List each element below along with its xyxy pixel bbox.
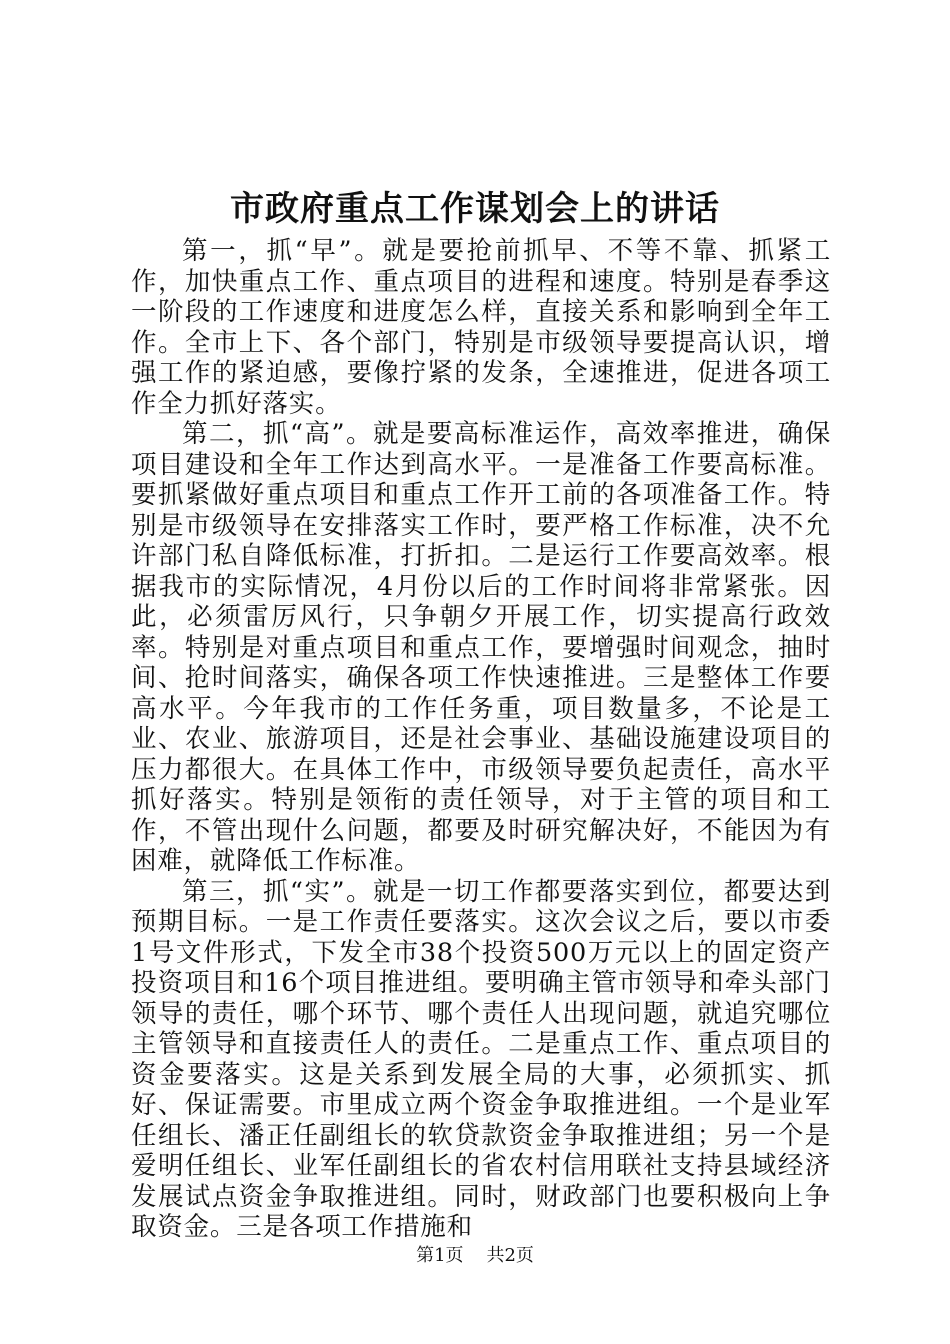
paragraph-2: 第二，抓“高”。就是要高标准运作，高效率推进，确保项目建设和全年工作达到高水平。一是准备工作要高标准。要抓紧做好重点项目和重点工作开工前的各项准备工作。特别是市级领导在安排落实工作时，要严格工作标准，决不允许部门私自降低标准，打折扣。二是运行工作要高效率。根据我市的实际情况，4月份以后的工作时间将非常紧张。因此，必须雷厉风行，只争朝夕开展工作，切实提高行政效率。特别是对重点项目和重点工作，要增强时间观念，抽时间、抢时间落实，确保各项工作快速推进。三是整体工作要高水平。今年我市的工作任务重，项目数量多，不论是工业、农业、旅游项目，还是社会事业、基础设施建设项目的压力都很大。在具体工作中，市级领导要负起责任，高水平抓好落实。特别是领衔的责任领导，对于主管的项目和工作，不管出现什么问题，都要及时研究解决好，不能因为有困难，就降低工作标准。 [131,419,831,876]
paragraph-1: 第一，抓“早”。就是要抢前抓早、不等不靠、抓紧工作，加快重点工作、重点项目的进程和速度。特别是春季这一阶段的工作速度和进度怎么样，直接关系和影响到全年工作。全市上下、各个部门，特别是市级领导要提高认识，增强工作的紧迫感，要像拧紧的发条，全速推进，促进各项工作全力抓好落实。 [131,236,831,419]
page-footer [0,1244,950,1268]
document-body [131,236,831,1243]
page-number: 第1页 [416,1245,464,1266]
paragraph-3: 第三，抓“实”。就是一切工作都要落实到位，都要达到预期目标。一是工作责任要落实。这次会议之后，要以市委1号文件形式，下发全市38个投资500万元以上的固定资产投资项目和16个项目推进组。要明确主管市领导和牵头部门领导的责任，哪个环节、哪个责任人出现问题，就追究哪位主管领导和直接责任人的责任。二是重点工作、重点项目的资金要落实。这是关系到发展全局的大事，必须抓实、抓好、保证需要。市里成立两个资金争取推进组。一个是业军任组长、潘正任副组长的软贷款资金争取推进组；另一个是爱明任组长、业军任副组长的省农村信用联社支持县域经济发展试点资金争取推进组。同时，财政部门也要积极向上争取资金。三是各项工作措施和 [131,876,831,1242]
page-spacer [469,1245,480,1266]
page-total: 共2页 [486,1245,534,1266]
document-title: 市政府重点工作谋划会上的讲话 [230,189,720,229]
